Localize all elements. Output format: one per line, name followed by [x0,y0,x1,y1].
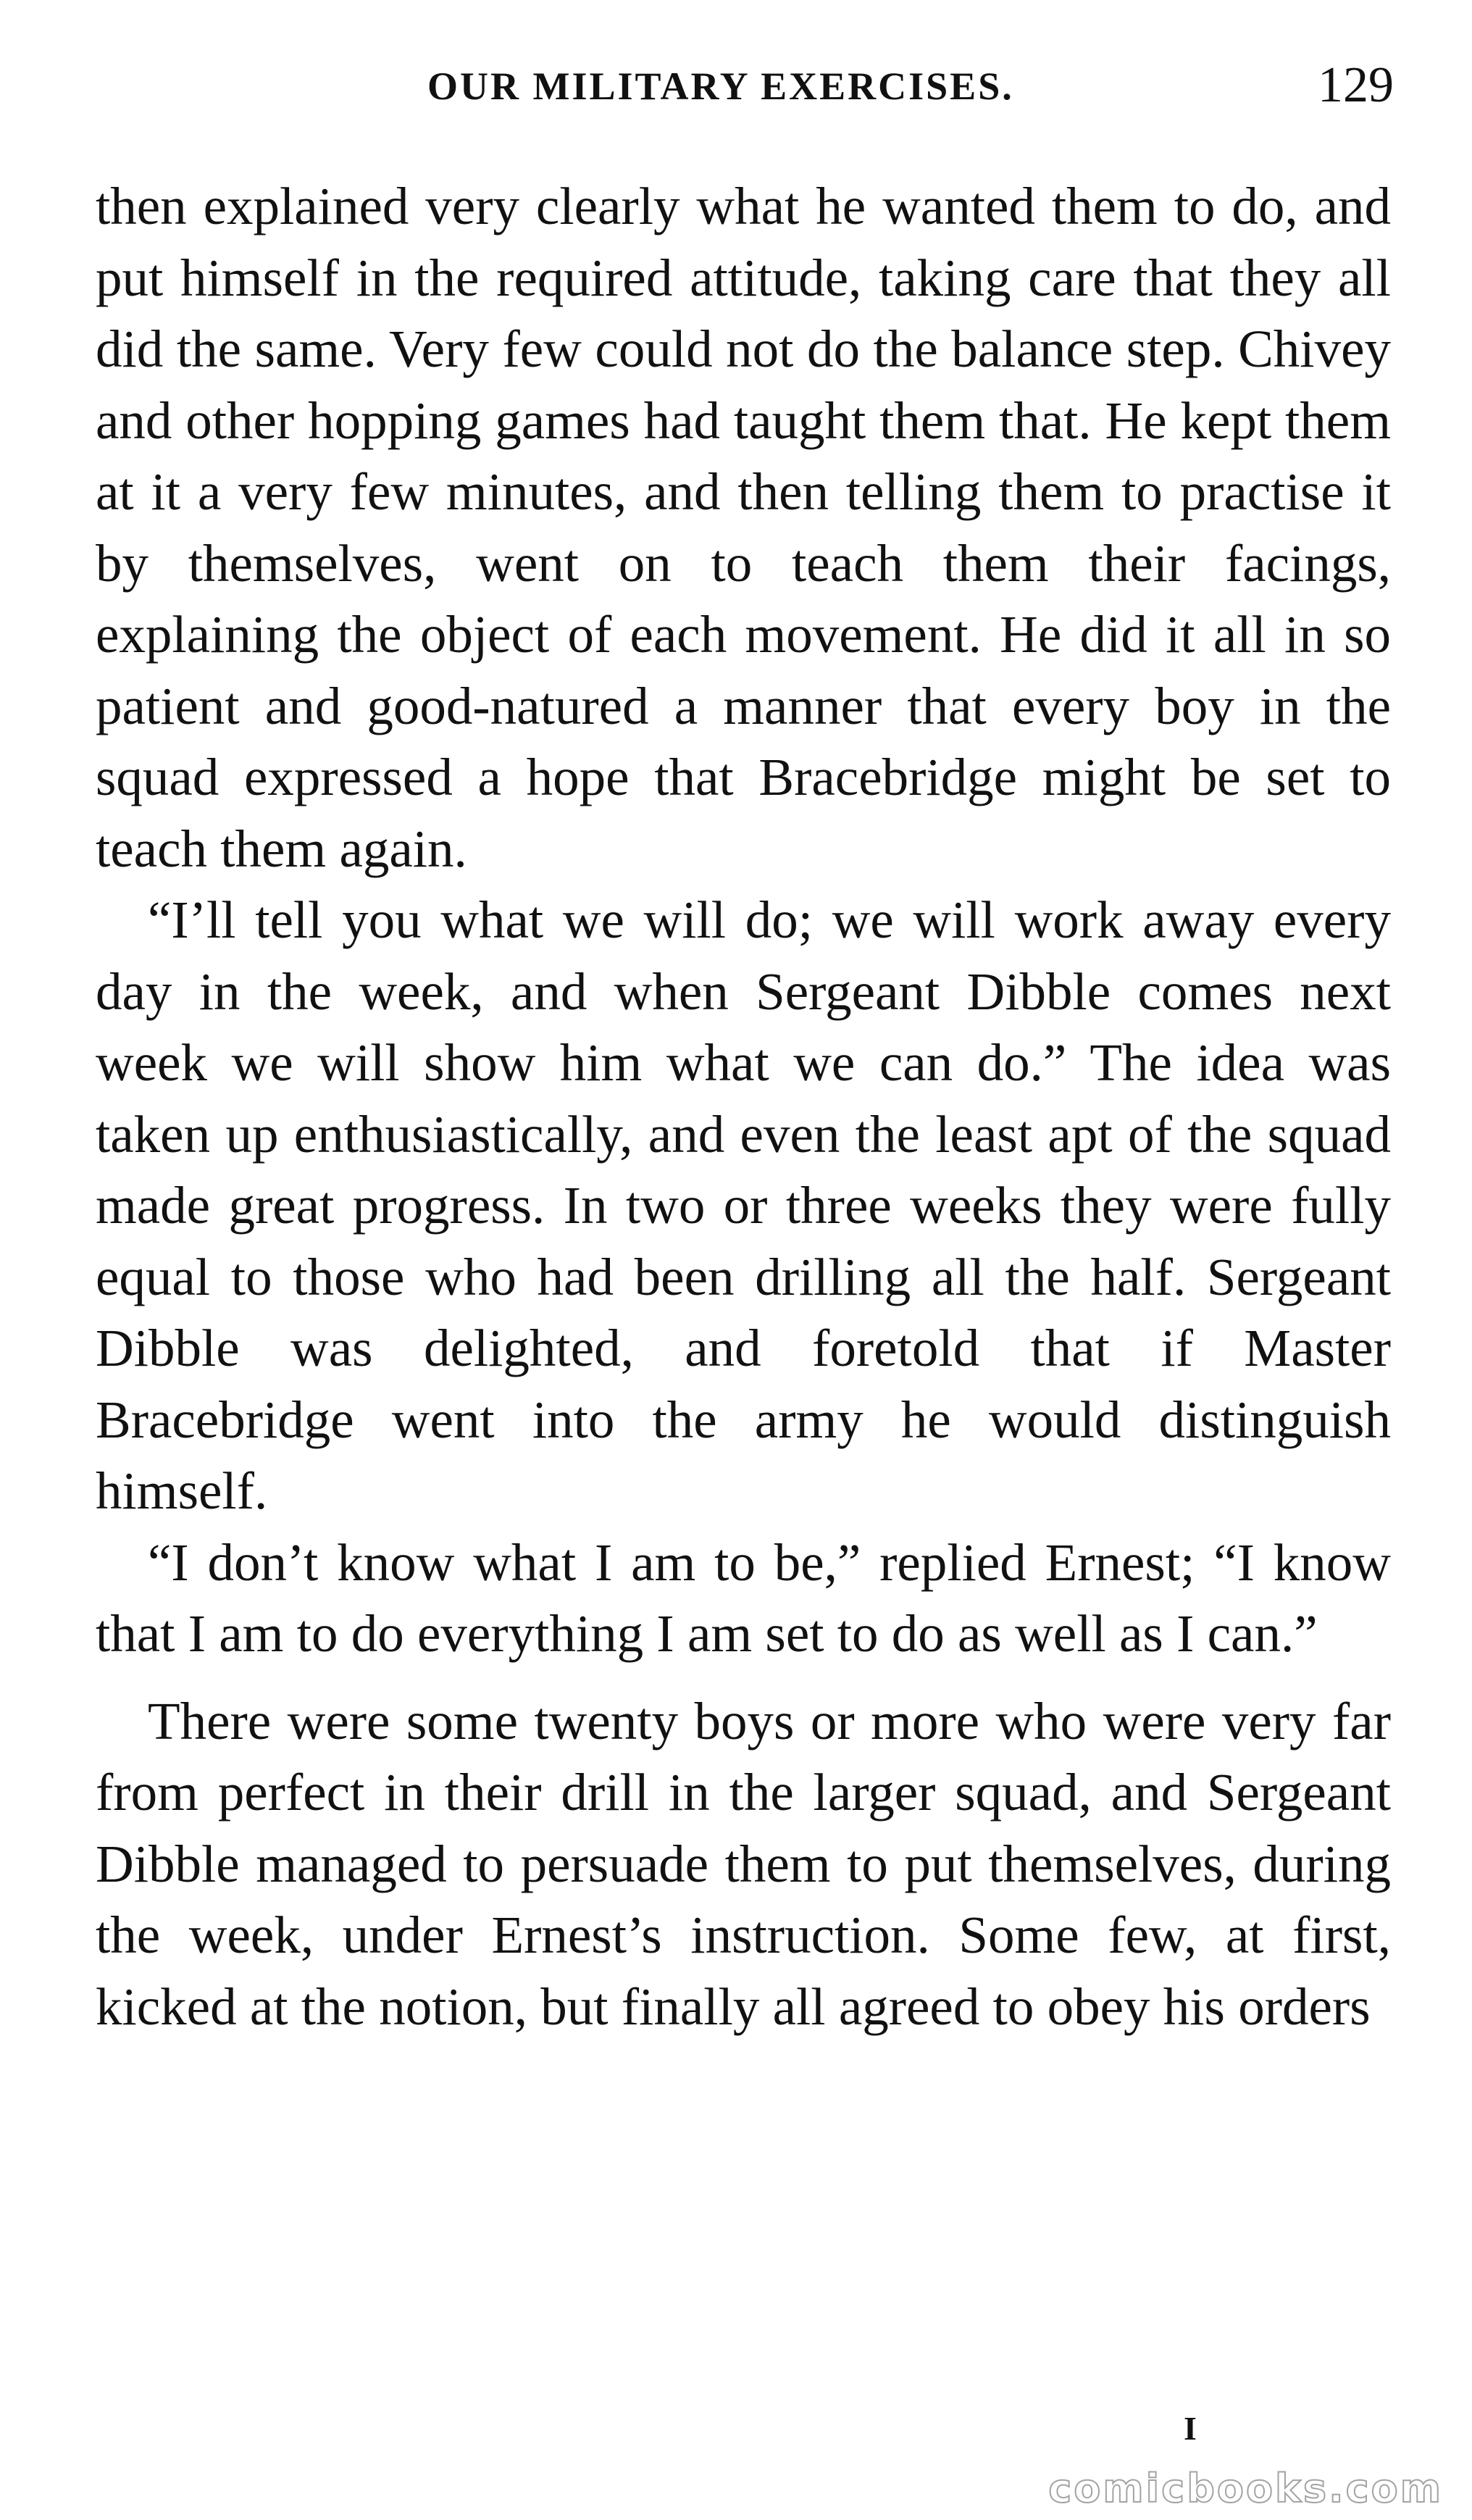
page-number: 129 [1318,57,1394,113]
paragraph: then explained very clearly what he wanted them to do, and put himself in the required attitude, taking care that they all did the same. Very few could not do the balance step. Chivey and other hopping games had taught them that. He kept them at it a very few minutes, and then telling them to practise it by themselves, went on to teach them their facings, explaining the object of each movement. He did it all in so patient and good-natured a manner that every boy in the squad expressed a hope that Bracebridge might be set to teach them again. [96,177,1391,878]
running-title: OUR MILITARY EXERCISES. [427,64,1014,108]
signature-mark: I [1184,2410,1197,2447]
body-text [96,171,1391,2043]
watermark: comicbooks.com [1048,2466,1443,2511]
paragraph: “I’ll tell you what we will do; we will work away every day in the week, and when Sergeant Dibble comes next week we will show him what we can do.” The idea was taken up enthusiastically, and even the least apt of the squad made great progress. In two or three weeks they were fully equal to those who had been drilling all the half. Sergeant Dibble was delighted, and foretold that if Master Bracebridge went into the army he would distinguish himself. [96,890,1391,1520]
paragraph: There were some twenty boys or more who were very far from perfect in their drill in the larger squad, and Sergeant Dibble managed to persuade them to put themselves, during the week, under Ernest’s instruction. Some few, at first, kicked at the notion, but finally all agreed to obey his orders [96,1691,1391,2036]
paragraph: “I don’t know what I am to be,” replied Ernest; “I know that I am to do everything I am set to do as well as I can.” [96,1532,1391,1663]
